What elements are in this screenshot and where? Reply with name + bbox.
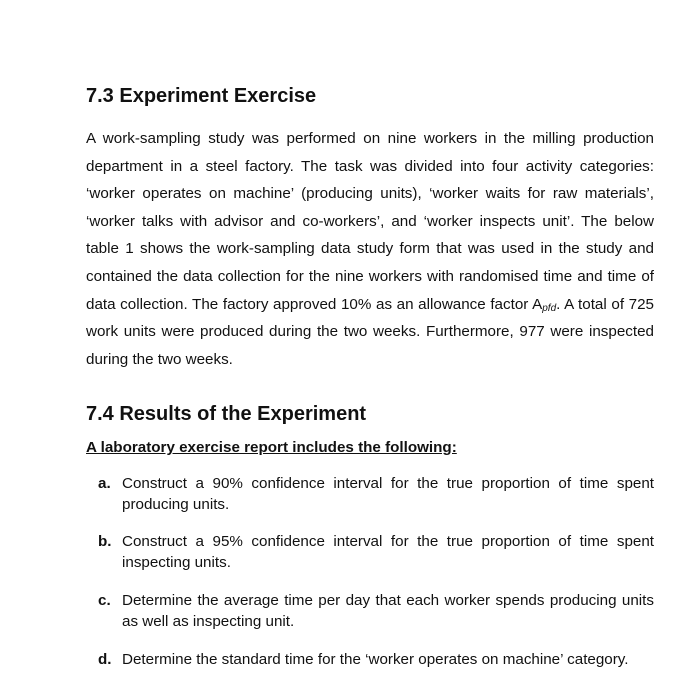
list-item xyxy=(98,590,654,632)
list-item-letter: d. xyxy=(98,651,112,668)
list-item-text: Construct a 90% confidence interval for the true proportion of time spent producing units. xyxy=(122,475,654,513)
list-item-letter: b. xyxy=(98,533,112,550)
list-item-letter: a. xyxy=(98,475,111,492)
list-item-letter: c. xyxy=(98,592,111,609)
paragraph-text-part-2: . A total of 725 work units were produced during the two weeks. Furthermore, 977 were inspected during the two weeks. xyxy=(86,295,654,368)
paragraph-text-part-1: A work-sampling study was performed on nine workers in the milling production department in a steel factory. The task was divided into four activity categories: ‘worker operates on machine’ (producing units), ‘worker waits for raw materials’, ‘worker talks with advisor and co-workers’, and ‘worker inspects unit’. The below table 1 shows the work-sampling data study form that was used in the study and contained the data collection for the nine workers with randomised time and time of data collection. The factory approved 10% as an allowance factor A xyxy=(86,130,654,313)
list-item xyxy=(98,473,654,515)
allowance-subscript: pfd xyxy=(542,302,557,314)
list-item-text: Construct a 95% confidence interval for the true proportion of time spent inspecting units. xyxy=(122,533,654,571)
list-item-text: Determine the average time per day that each worker spends producing units as well as inspecting unit. xyxy=(122,592,654,630)
list-item xyxy=(98,531,654,573)
list-item xyxy=(98,649,654,670)
report-requirements-subheading: A laboratory exercise report includes the following: xyxy=(86,439,457,456)
section-heading-7-3: 7.3 Experiment Exercise xyxy=(86,85,317,107)
list-item-text: Determine the standard time for the ‘worker operates on machine’ category. xyxy=(122,651,629,668)
section-heading-7-4: 7.4 Results of the Experiment xyxy=(86,403,367,425)
experiment-exercise-paragraph xyxy=(86,125,654,373)
